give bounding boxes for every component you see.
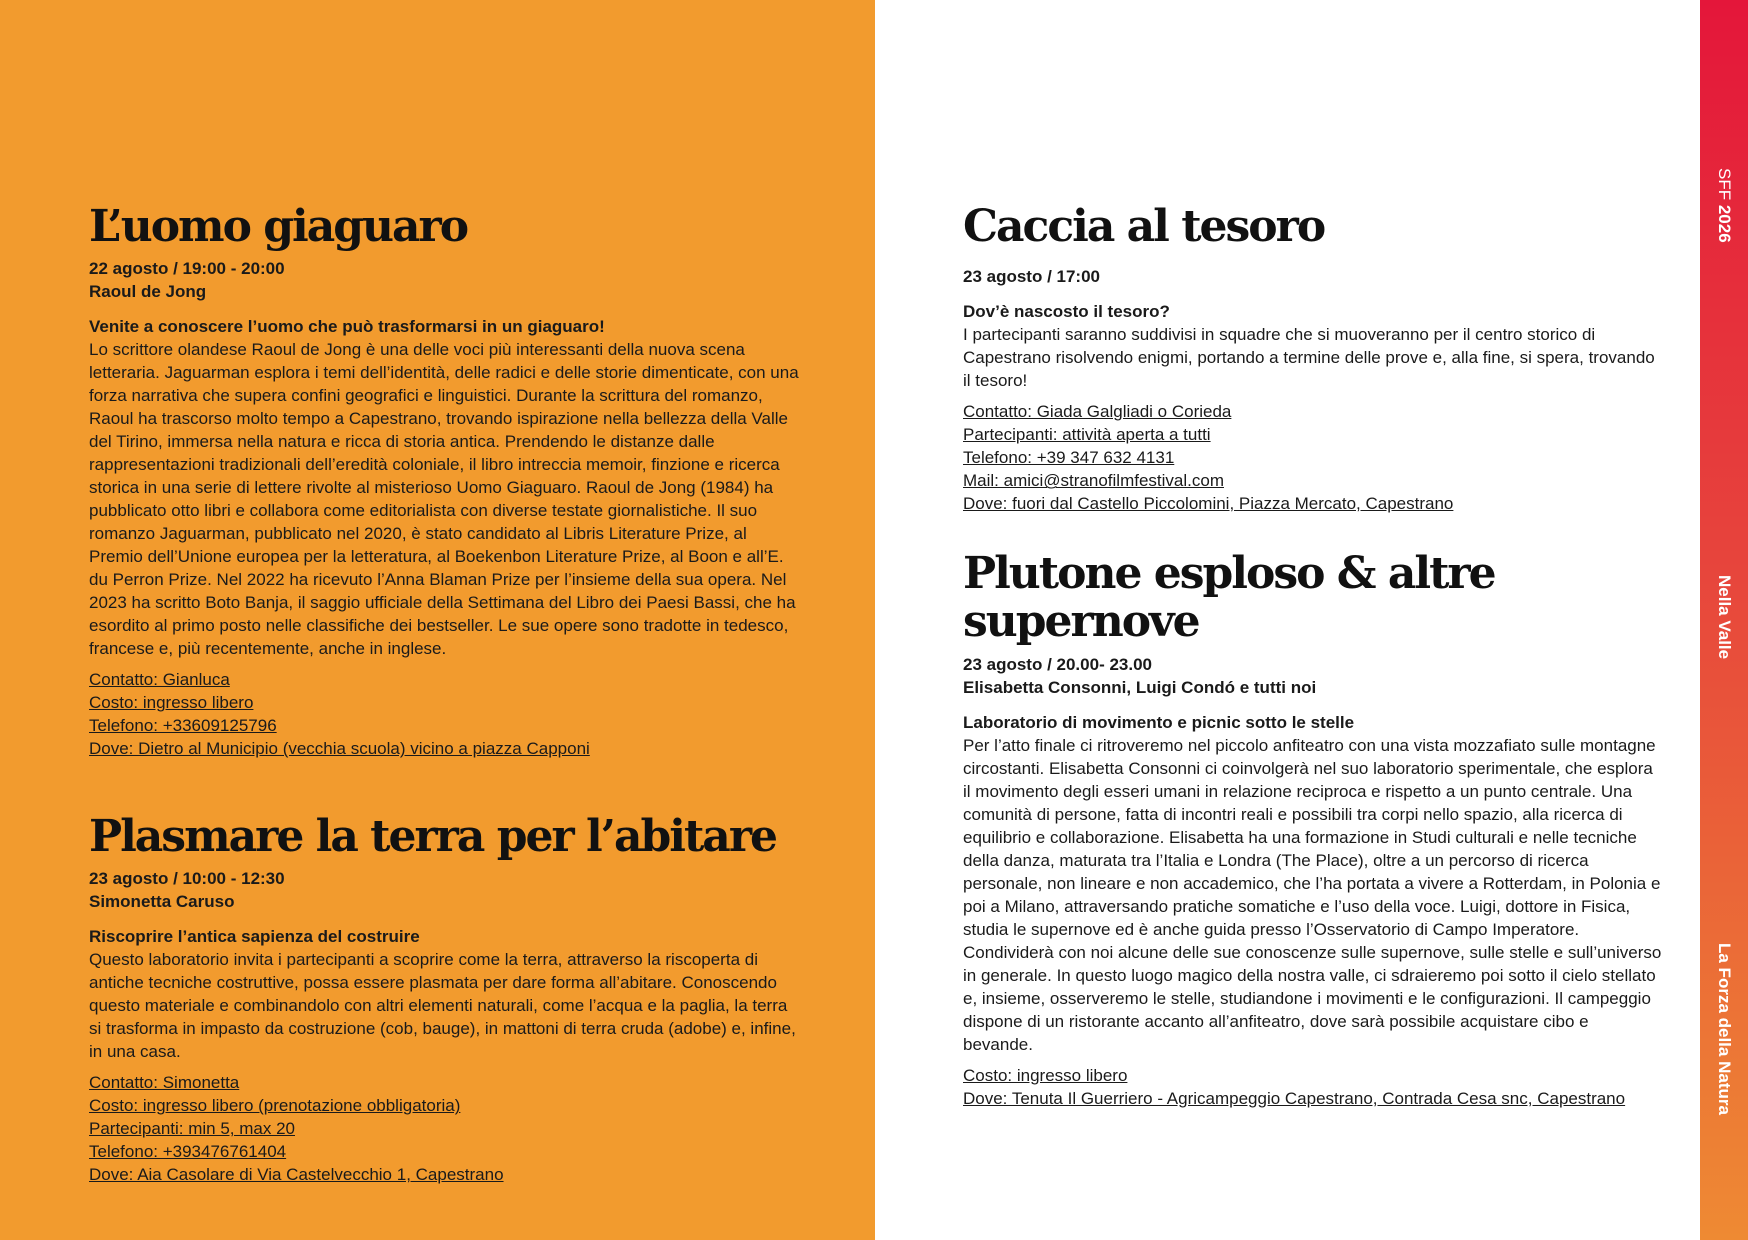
- sidebar-festival: [1714, 168, 1734, 243]
- event-host: Elisabetta Consonni, Luigi Condó e tutti noi: [963, 677, 1317, 697]
- event-datetime: 23 agosto / 20.00- 23.00: [963, 654, 1152, 674]
- event-description: I partecipanti saranno suddivisi in squadre che si muoveranno per il centro storico di Capestrano risolvendo enigmi, portando a termine delle prove e, alla fine, si spera, trovando il tesoro!: [963, 325, 1655, 391]
- info-link[interactable]: Costo: ingresso libero: [963, 1065, 1128, 1085]
- info-link[interactable]: Contatto: Giada Galgliadi o Corieda: [963, 402, 1232, 422]
- event-host: Raoul de Jong: [89, 282, 207, 302]
- info-link[interactable]: Partecipanti: attività aperta a tutti: [963, 425, 1211, 445]
- event-host: Simonetta Caruso: [89, 892, 235, 912]
- info-link[interactable]: Dove: Aia Casolare di Via Castelvecchio 1, Capestrano: [89, 1165, 504, 1185]
- info-link[interactable]: Contatto: Gianluca: [89, 670, 230, 690]
- event-plasmare-la-terra: [89, 813, 799, 1186]
- event-info: [963, 400, 1663, 515]
- info-link[interactable]: Costo: ingresso libero (prenotazione obbligatoria): [89, 1096, 461, 1116]
- sidebar-brand: SFF: [1715, 168, 1734, 201]
- event-title: Plasmare la terra per l’abitare: [89, 811, 776, 862]
- event-info: [89, 668, 799, 760]
- event-caccia-al-tesoro: [963, 203, 1663, 515]
- event-datetime: 22 agosto / 19:00 - 20:00: [89, 259, 285, 279]
- info-link[interactable]: Telefono: +33609125796: [89, 716, 277, 736]
- event-description: Lo scrittore olandese Raoul de Jong è una delle voci più interessanti della nuova scena letteraria. Jaguarman esplora i temi dell’identità, delle radici e delle storie dimenticate, con una forza narrativa che supera confini geografici e linguistici. Durante la scrittura del romanzo, Raoul ha trascorso molto tempo a Capestrano, trovando ispirazione nella bellezza della Valle del Tirino, immersa nella natura e ricca di storia antica. Prendendo le distanze dalle rappresentazioni tradizionali dell’eredità coloniale, il libro intreccia memoir, finzione e ricerca storica in una serie di lettere rivolte al misterioso Uomo Giaguaro. Raoul de Jong (1984) ha pubblicato otto libri e collabora come editorialista con diverse testate giornalistiche. Il suo romanzo Jaguarman, pubblicato nel 2020, è stato candidato al Libris Literature Prize, al Premio dell’Unione europea per la letteratura, al Boekenbon Literature Prize, al Boon e all’E. du Perron Prize. Nel 2022 ha ricevuto l’Anna Blaman Prize per l’insieme della sua opera. Nel 2023 ha scritto Boto Banja, il saggio ufficiale della Settimana del Libro dei Paesi Bassi, che ha esordito al primo posto nelle classifiche dei bestseller. Le sue opere sono tradotte in tedesco, francese e, più recentemente, anche in inglese.: [89, 340, 799, 659]
- info-link[interactable]: Partecipanti: min 5, max 20: [89, 1119, 295, 1139]
- event-title: Plutone esploso & altre supernove: [963, 548, 1495, 648]
- event-info: [89, 1071, 799, 1186]
- side-bar: [1700, 0, 1748, 1240]
- info-link[interactable]: Costo: ingresso libero: [89, 693, 254, 713]
- sidebar-section: Nella Valle: [1715, 575, 1734, 660]
- event-plutone-esploso: [963, 550, 1663, 1110]
- event-lead: Dov’è nascosto il tesoro?: [963, 302, 1170, 322]
- event-lead: Venite a conoscere l’uomo che può trasformarsi in un giaguaro!: [89, 317, 605, 337]
- info-link[interactable]: Contatto: Simonetta: [89, 1073, 240, 1093]
- info-link[interactable]: Telefono: +393476761404: [89, 1142, 287, 1162]
- event-description: Per l’atto finale ci ritroveremo nel piccolo anfiteatro con una vista mozzafiato sulle montagne circostanti. Elisabetta Consonni ci coinvolgerà nel suo laboratorio sperimentale, che esplora il movimento degli esseri umani in relazione reciproca e rispetto a un punto centrale. Una comunità di persone, fatta di incontri reali e possibili tra corpi nello spazio, alla ricerca di equilibrio e collaborazione. Elisabetta ha una formazione in Studi culturali e nelle tecniche della danza, maturata tra l’Italia e Londra (The Place), oltre a un percorso di ricerca personale, non lineare e non accademico, che l’ha portata a vivere a Rotterdam, in Polonia e poi a Milano, attraversando pratiche somatiche e l’uso della voce. Luigi, dottore in Fisica, studia le supernove ed è anche guida presso l’Osservatorio di Campo Imperatore. Condividerà con noi alcune delle sue conoscenze sulle supernove, sulle stelle e sull’universo in generale. In questo luogo magico della nostra valle, ci sdraieremo poi sotto il cielo stellato e, insieme, osserveremo le stelle, studiandone i movimenti e le configurazioni. Il campeggio dispone di un ristorante accanto all’anfiteatro, dove sarà possibile acquistare cibo e bevande.: [963, 735, 1662, 1054]
- info-link[interactable]: Telefono: +39 347 632 4131: [963, 448, 1175, 468]
- event-title: Caccia al tesoro: [963, 201, 1325, 252]
- event-datetime: 23 agosto / 17:00: [963, 267, 1101, 287]
- info-link[interactable]: Dove: fuori dal Castello Piccolomini, Piazza Mercato, Capestrano: [963, 494, 1454, 514]
- sidebar-year: 2026: [1715, 204, 1734, 243]
- event-title: L’uomo giaguaro: [89, 201, 468, 252]
- event-info: [963, 1064, 1663, 1110]
- sidebar-theme: La Forza della Natura: [1715, 943, 1734, 1115]
- info-link[interactable]: Dove: Dietro al Municipio (vecchia scuola) vicino a piazza Capponi: [89, 739, 590, 759]
- info-link[interactable]: Dove: Tenuta Il Guerriero - Agricampeggio Capestrano, Contrada Cesa snc, Capestrano: [963, 1088, 1626, 1108]
- event-lead: Laboratorio di movimento e picnic sotto le stelle: [963, 712, 1355, 732]
- info-link[interactable]: Mail: amici@stranofilmfestival.com: [963, 471, 1224, 491]
- event-uomo-giaguaro: [89, 203, 799, 760]
- event-lead: Riscoprire l’antica sapienza del costruire: [89, 927, 420, 947]
- event-description: Questo laboratorio invita i partecipanti a scoprire come la terra, attraverso la riscoperta di antiche tecniche costruttive, possa essere plasmata per dare forma all’abitare. Conoscendo questo materiale e combinandolo con altri elementi naturali, come l’acqua e la paglia, la terra si trasforma in impasto da costruzione (cob, bauge), in mattoni di terra cruda (adobe) e, infine, in una casa.: [89, 950, 796, 1062]
- event-datetime: 23 agosto / 10:00 - 12:30: [89, 869, 285, 889]
